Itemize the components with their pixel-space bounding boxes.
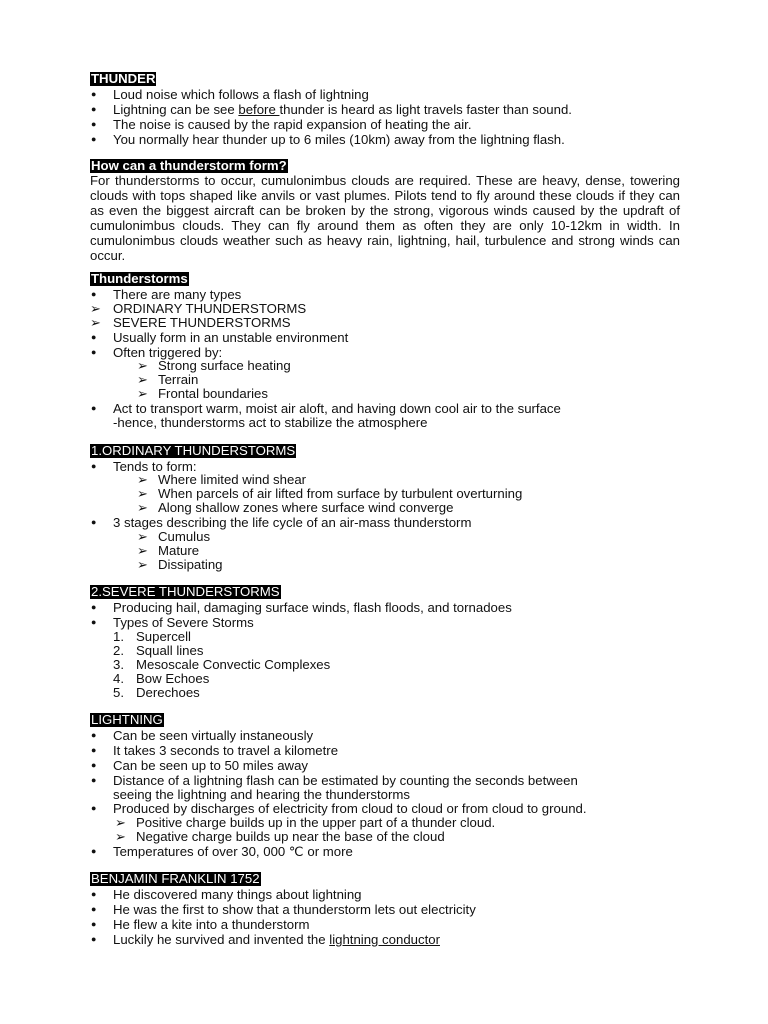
bullet-icon: ●	[91, 617, 97, 627]
item-number: 5.	[113, 685, 124, 700]
arrow-bullet-icon: ➢	[137, 543, 148, 558]
item-text: Supercell	[136, 629, 191, 644]
bullet-icon: ●	[91, 89, 97, 99]
bullet-icon: ●	[91, 602, 97, 612]
bullet-icon: ●	[91, 745, 97, 755]
heading-severe-thunderstorms: 2.SEVERE THUNDERSTORMS	[91, 584, 280, 599]
arrow-bullet-icon: ➢	[137, 500, 148, 515]
item-text: Negative charge builds up near the base of the cloud	[136, 829, 445, 844]
item-text: Act to transport warm, moist air aloft, and having down cool air to the surface	[113, 401, 561, 416]
arrow-bullet-icon: ➢	[137, 557, 148, 572]
heading-thunder: THUNDER	[91, 71, 156, 86]
item-text: Loud noise which follows a flash of lightning	[113, 87, 369, 102]
bullet-icon: ●	[91, 517, 97, 527]
bullet-icon: ●	[91, 332, 97, 342]
bullet-icon: ●	[91, 730, 97, 740]
item-text: There are many types	[113, 287, 242, 302]
item-text-part: Luckily he survived and invented the	[113, 932, 330, 947]
item-text: Terrain	[158, 372, 199, 387]
heading-ordinary-thunderstorms: 1.ORDINARY THUNDERSTORMS	[91, 443, 296, 458]
item-text: You normally hear thunder up to 6 miles (10km) away from the lightning flash.	[113, 132, 565, 147]
item-text-part: Lightning can be see	[113, 102, 239, 117]
arrow-bullet-icon: ➢	[137, 372, 148, 387]
arrow-bullet-icon: ➢	[137, 529, 148, 544]
bullet-icon: ●	[91, 904, 97, 914]
item-text: Bow Echoes	[136, 671, 210, 686]
item-text: 3 stages describing the life cycle of an air-mass thunderstorm	[113, 515, 472, 530]
item-text	[113, 932, 440, 947]
arrow-bullet-icon: ➢	[115, 815, 126, 830]
bullet-icon: ●	[91, 347, 97, 357]
item-text: When parcels of air lifted from surface by turbulent overturning	[158, 486, 523, 501]
item-text: He was the first to show that a thunderstorm lets out electricity	[113, 902, 476, 917]
bullet-icon: ●	[91, 134, 97, 144]
item-text: Strong surface heating	[158, 358, 291, 373]
item-text: Producing hail, damaging surface winds, flash floods, and tornadoes	[113, 600, 512, 615]
bullet-icon: ●	[91, 289, 97, 299]
bullet-icon: ●	[91, 919, 97, 929]
bullet-icon: ●	[91, 403, 97, 413]
heading-benjamin-franklin: BENJAMIN FRANKLIN 1752	[91, 871, 260, 886]
item-text: He flew a kite into a thunderstorm	[113, 917, 310, 932]
arrow-bullet-icon: ➢	[90, 315, 101, 330]
item-text: Tends to form:	[113, 459, 197, 474]
bullet-icon: ●	[91, 119, 97, 129]
item-text: SEVERE THUNDERSTORMS	[113, 315, 291, 330]
item-text: Can be seen up to 50 miles away	[113, 758, 308, 773]
heading-thunderstorms: Thunderstorms	[91, 271, 188, 286]
bullet-icon: ●	[91, 846, 97, 856]
bullet-icon: ●	[91, 803, 97, 813]
item-text: ORDINARY THUNDERSTORMS	[113, 301, 307, 316]
item-text: -hence, thunderstorms act to stabilize the atmosphere	[113, 415, 428, 430]
bullet-icon: ●	[91, 934, 97, 944]
item-text: Types of Severe Storms	[113, 615, 254, 630]
formation-paragraph: For thunderstorms to occur, cumulonimbus clouds are required. These are heavy, dense, towering clouds with tops shaped like anvils or vast plumes. Pilots tend to fly around these clouds if they can as even the biggest aircraft can be broken by the strong, vigorous winds caused by the updraft of cumulonimbus clouds. They can fly around them as often they are only 10-12km in width. In cumulonimbus clouds weather such as heavy rain, lightning, hail, turbulence and strong winds can occur.	[90, 173, 680, 263]
item-text: Along shallow zones where surface wind converge	[158, 500, 454, 515]
item-text: Mesoscale Convectic Complexes	[136, 657, 331, 672]
item-text: Often triggered by:	[113, 345, 223, 360]
item-text: Frontal boundaries	[158, 386, 268, 401]
item-text: Usually form in an unstable environment	[113, 330, 349, 345]
item-text: Where limited wind shear	[158, 472, 307, 487]
underlined-word: before	[238, 102, 280, 117]
item-number: 3.	[113, 657, 124, 672]
item-number: 2.	[113, 643, 124, 658]
item-text: Produced by discharges of electricity from cloud to cloud or from cloud to ground.	[113, 801, 587, 816]
bullet-icon: ●	[91, 760, 97, 770]
bullet-icon: ●	[91, 461, 97, 471]
item-number: 4.	[113, 671, 124, 686]
arrow-bullet-icon: ➢	[137, 386, 148, 401]
arrow-bullet-icon: ➢	[137, 358, 148, 373]
item-text: Dissipating	[158, 557, 223, 572]
item-text-part: thunder is heard as light travels faster than sound.	[279, 102, 572, 117]
item-text: Distance of a lightning flash can be estimated by counting the seconds between	[113, 773, 578, 788]
item-text: Derechoes	[136, 685, 200, 700]
item-text: Temperatures of over 30, 000 ℃ or more	[113, 844, 353, 859]
heading-formation: How can a thunderstorm form?	[91, 158, 287, 173]
heading-lightning: LIGHTNING	[91, 712, 163, 727]
arrow-bullet-icon: ➢	[90, 301, 101, 316]
bullet-icon: ●	[91, 889, 97, 899]
item-text: seeing the lightning and hearing the thunderstorms	[113, 787, 410, 802]
bullet-icon: ●	[91, 775, 97, 785]
arrow-bullet-icon: ➢	[137, 472, 148, 487]
item-text: Mature	[158, 543, 200, 558]
arrow-bullet-icon: ➢	[137, 486, 148, 501]
item-text: Positive charge builds up in the upper part of a thunder cloud.	[136, 815, 496, 830]
arrow-bullet-icon: ➢	[115, 829, 126, 844]
item-text: It takes 3 seconds to travel a kilometre	[113, 743, 339, 758]
item-text: Can be seen virtually instaneously	[113, 728, 314, 743]
item-number: 1.	[113, 629, 124, 644]
item-text	[113, 102, 572, 117]
item-text: Squall lines	[136, 643, 204, 658]
lightning-conductor-term: lightning conductor	[329, 932, 440, 947]
item-text: The noise is caused by the rapid expansion of heating the air.	[113, 117, 472, 132]
item-text: Cumulus	[158, 529, 211, 544]
bullet-icon: ●	[91, 104, 97, 114]
item-text: He discovered many things about lightning	[113, 887, 362, 902]
